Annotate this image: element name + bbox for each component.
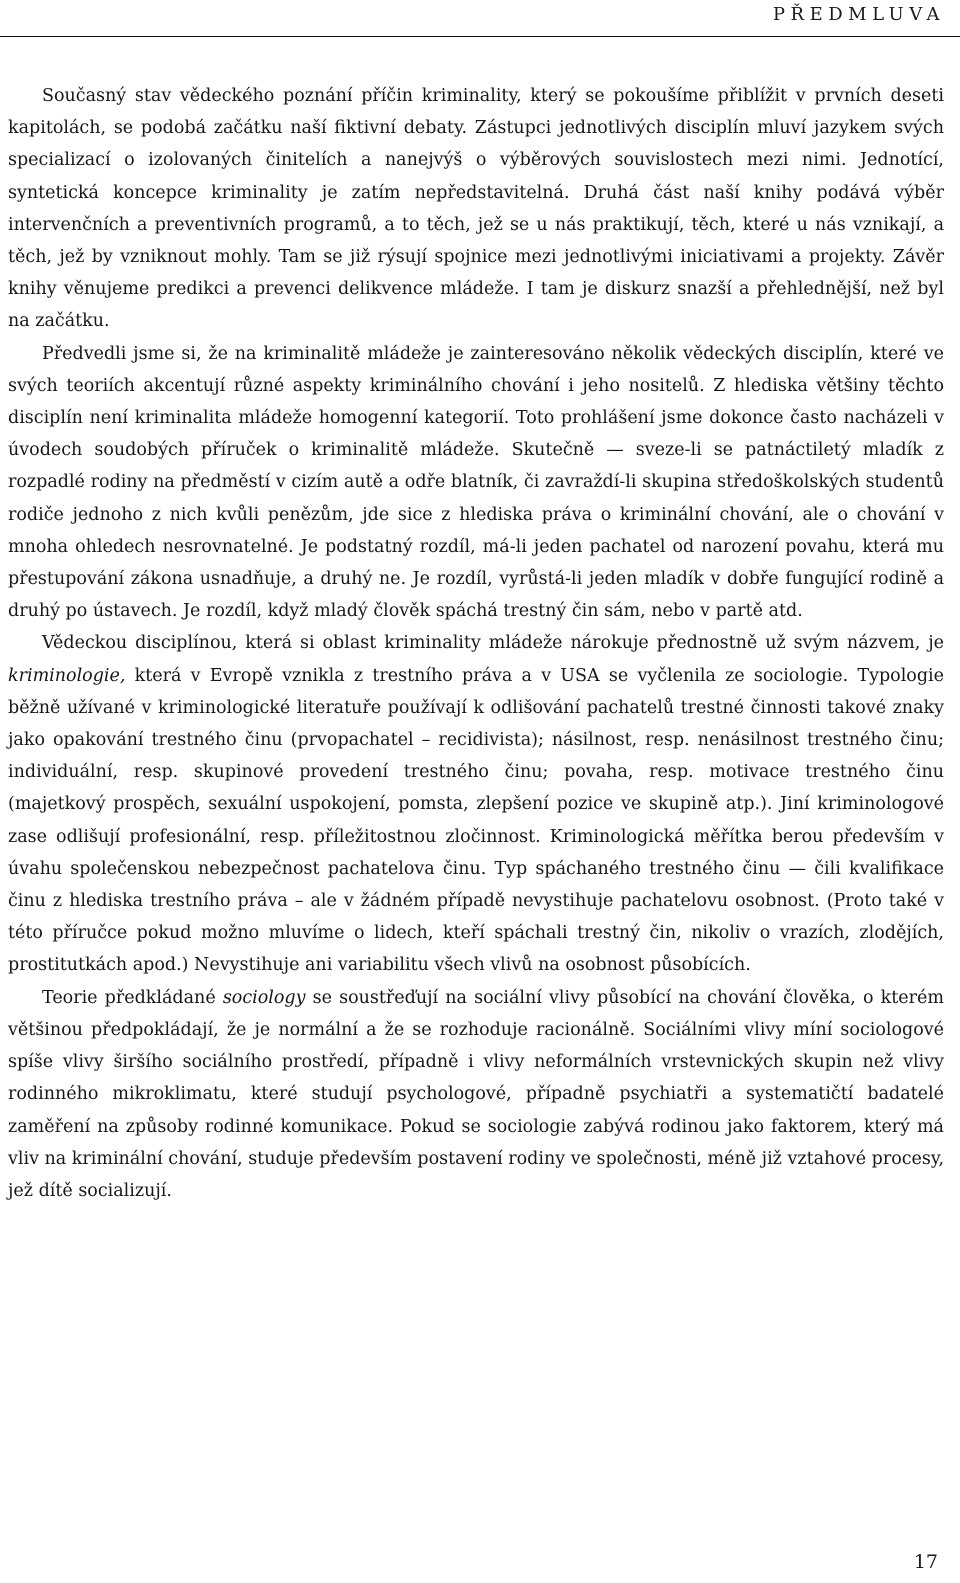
paragraph-1 [8, 80, 944, 338]
paragraph-1-text: Současný stav vědeckého poznání příčin kriminality, který se pokoušíme přiblížit v prvních deseti kapitolách, se podobá začátku naší fiktivní debaty. Zástupci jednotlivých disciplín mluví jazykem svých specializací o izolovaných činitelích a nanejvýš o výběrových souvislostech mezi nimi. Jednotící, syntetická koncepce kriminality je zatím nepředstavitelná. Druhá část naší knihy podává výběr intervenčních a preventivních programů, a to těch, jež se u nás praktikují, těch, které u nás vznikají, a těch, jež by vzniknout mohly. Tam se již rýsují spojnice mezi jednotlivými iniciativami a projekty. Závěr knihy věnujeme predikci a prevenci delikvence mládeže. I tam je diskurz snazší a přehlednější, než byl na začátku. [8, 86, 944, 332]
paragraph-4 [8, 982, 944, 1207]
term-sociology: sociology [222, 987, 306, 1008]
paragraph-4-text-a: Teorie předkládané [42, 987, 223, 1008]
page-header [0, 0, 960, 37]
page-number: 17 [913, 1551, 938, 1573]
paragraph-3 [8, 627, 944, 981]
body-text [8, 80, 944, 1207]
paragraph-3-text-a: Vědeckou disciplínou, která si oblast kriminality mládeže nárokuje přednostně už svým názvem, je [42, 633, 944, 654]
paragraph-2-text: Předvedli jsme si, že na kriminalitě mládeže je zainteresováno několik vědeckých disciplín, které ve svých teoriích akcentují různé aspekty kriminálního chování i jeho nositelů. Z hlediska většiny těchto disciplín není kriminalita mládeže homogenní kategorií. Toto prohlášení jsme dokonce často nacházeli v úvodech soudobých příruček o kriminalitě mládeže. Skutečně — sveze-li se patnáctiletý mladík z rozpadlé rodiny na předměstí v cizím autě a odře blatník, či zavraždí-li skupina středoškolských studentů rodiče jednoho z nich kvůli penězům, jde sice z hlediska práva o kriminální chování, ale o chování v mnoha ohledech nesrovnatelné. Je podstatný rozdíl, má-li jeden pachatel od narození povahu, která mu přestupování zákona usnadňuje, a druhý ne. Je rozdíl, vyrůstá-li jeden mladík v dobře fungující rodině a druhý po ústavech. Je rozdíl, když mladý člověk spáchá trestný čin sám, nebo v partě atd. [8, 343, 944, 622]
running-head: PŘEDMLUVA [772, 4, 945, 25]
paragraph-3-text-b: která v Evropě vznikla z trestního práva a v USA se vyčlenila ze sociologie. Typologie běžně užívané v kriminologické literatuře používají k odlišování pachatelů trestné činnosti takové znaky jako opakování trestného činu (prvopachatel – recidivista); násilnost, resp. nenásilnost trestného činu; individuální, resp. skupinové provedení trestného činu; povaha, resp. motivace trestného činu (majetkový prospěch, sexuální uspokojení, pomsta, zlepšení pozice ve skupině atp.). Jiní kriminologové zase odlišují profesionální, resp. příležitostnou zločinnost. Kriminologická měřítka berou především v úvahu společenskou nebezpečnost pachatelova činu. Typ spáchaného trestného činu — čili kvalifikace činu z hlediska trestního práva – ale v žádném případě nevystihuje pachatelovu osobnost. (Proto také v této příručce pokud možno mluvíme o lidech, kteří spáchali trestný čin, nikoliv o vrazích, zlodějích, prostitutkách apod.) Nevystihuje ani variabilitu všech vlivů na osobnost působících. [8, 665, 944, 976]
paragraph-2 [8, 338, 944, 628]
paragraph-4-text-b: se soustřeďují na sociální vlivy působící na chování člověka, o kterém většinou předpokládají, že je normální a že se rozhoduje racionálně. Sociálními vlivy míní sociologové spíše vlivy širšího sociálního prostředí, případně i vlivy neformálních vrstevnických skupin než vlivy rodinného mikroklimatu, které studují psychologové, případně psychiatři a systematičtí badatelé zaměření na způsoby rodinné komunikace. Pokud se sociologie zabývá rodinou jako faktorem, který má vliv na kriminální chování, studuje především postavení rodiny ve společnosti, méně již vztahové procesy, jež dítě socializují. [8, 987, 945, 1201]
term-kriminologie: kriminologie, [8, 665, 126, 686]
